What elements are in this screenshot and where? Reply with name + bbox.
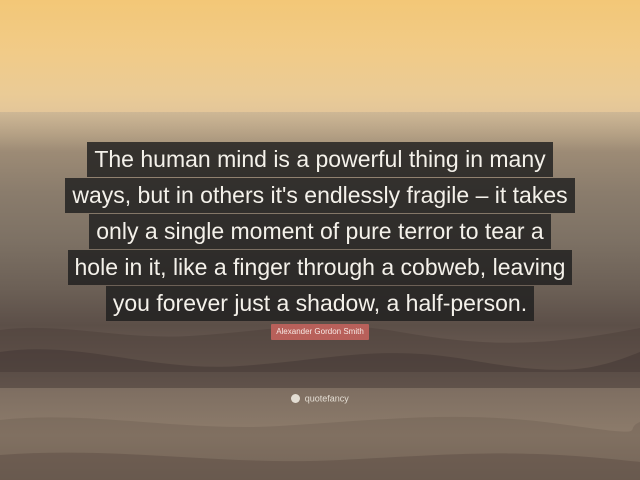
quote-text xyxy=(0,142,640,322)
quotefancy-logo-icon xyxy=(291,394,300,403)
quote-line: hole in it, like a finger through a cobweb, leaving xyxy=(68,250,573,285)
quote-line: you forever just a shadow, a half-person. xyxy=(106,286,534,321)
quote-line: The human mind is a powerful thing in many xyxy=(87,142,552,177)
author-name: Alexander Gordon Smith xyxy=(271,324,369,340)
author-attribution xyxy=(0,321,640,340)
brand-watermark xyxy=(0,393,640,404)
quote-line: ways, but in others it's endlessly fragile – it takes xyxy=(65,178,574,213)
brand-name: quotefancy xyxy=(304,393,349,404)
quote-line: only a single moment of pure terror to tear a xyxy=(89,214,550,249)
